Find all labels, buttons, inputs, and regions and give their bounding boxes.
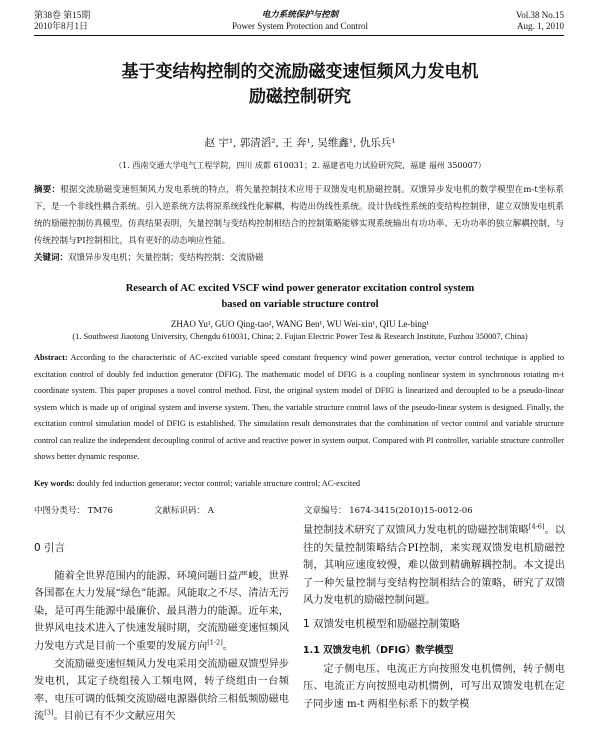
date-en: Aug. 1, 2010: [517, 21, 564, 31]
citation-ref: [4-6]: [528, 522, 545, 531]
section-1-heading: 1 双馈发电机模型和励磁控制策略: [303, 617, 461, 630]
title-cn-line-2: 励磁控制研究: [249, 87, 351, 107]
citation-ref: [1-2]: [207, 638, 223, 647]
article-number: 文章编号： 1674-3415(2010)15-0012-06: [304, 506, 473, 516]
volume-en: Vol.38 No.15: [515, 10, 564, 20]
title-cn-line-1: 基于变结构控制的交流励磁变速恒频风力发电机: [121, 62, 479, 82]
header-left: [34, 10, 90, 32]
intro-paragraph-2: [34, 656, 289, 726]
citation-ref: [3]: [44, 708, 54, 717]
abstract-cn-text: 根据交流励磁变速恒频风力发电系统的特点，将矢量控制技术应用于双馈发电机励磁控制。双馈异步发电机的数学模型在m-t坐标系下，是一个非线性耦合系统。引入逆系统方法将原系统线性化解耦，构造出伪线性系统。设计伪线性系统的变结构控制律，建立双馈发电机系统的励磁控制仿真模型。仿真结果表明，矢量控制与变结构控制相结合的控制策略能够实现系统输出有功功率、无功功率的独立解耦控制，与传统控制与PI控制相比，具有更好的动态响应性能。: [34, 185, 564, 246]
abstract-en: [34, 350, 564, 466]
paper-title-cn: [40, 60, 560, 110]
document-code: 文献标识码： A: [154, 506, 214, 516]
keywords-en: [34, 479, 564, 488]
keywords-en-label: Key words:: [34, 479, 75, 488]
abstract-en-label: Abstract:: [34, 353, 68, 362]
authors-cn: 赵 宇¹, 郭清滔², 王 奔¹, 吴维鑫¹, 仇乐兵¹: [204, 137, 396, 149]
abstract-cn-label: 摘要：: [34, 185, 61, 195]
header-right: [516, 10, 564, 32]
keywords-cn-text: 双馈异步发电机；矢量控制；变结构控制；交流励磁: [68, 253, 264, 263]
abstract-en-text: According to the characteristic of AC-excited variable speed constant frequency wind power generation, vector control technique is applied to excitation control of doubly fed induction generator (DFIG). The mathematic model of DFIG is a coupling nonlinear system in synchronous rotating m-t coordinate system. This paper proposes a novel control method. First, the original system model of DFIG is linearized and decoupled to be a pseudo-linear system which is made up of original system and inverse system. Then, the variable structure control laws of the pseudo-linear system is designed. Finally, the excitation control simulation model of DFIG is established. The simulation result demonstrates that the combination of vector control and variable structure control can realize the independent decoupling control of active and reactive power in system output. Compared with PI controller, variable structure controller shows better dynamic response.: [34, 353, 565, 461]
subsection-1-1-heading: 1.1 双馈发电机（DFIG）数学模型: [303, 644, 454, 656]
keywords-en-text: doubly fed induction generator; vector control; variable structure control; AC-excited: [76, 479, 361, 488]
model-paragraph: 定子侧电压、电流正方向按照发电机惯例，转子侧电压、电流正方向按照电动机惯例，可写出双馈发电机在定子同步速 m-t 两相坐标系下的数学模: [303, 663, 565, 710]
keywords-cn-label: 关键词：: [34, 253, 69, 263]
title-en-line-2: based on variable structure control: [221, 299, 379, 310]
intro-paragraph-1: [34, 568, 289, 656]
intro-paragraph-2-cont: [303, 522, 565, 610]
intro-p1-end: 。: [222, 640, 233, 652]
volume-cn: 第38卷 第15期: [34, 10, 91, 20]
affiliations-en: (1. Southwest Jiaotong University, Chengdu 610031, China; 2. Fujian Electric Power Test & Research Institute, Fuzhou 350007, China): [72, 332, 528, 341]
intro-p1-text: 随着全世界范围内的能源、环境问题日益严峻，世界各国都在大力发展“绿色”能源。风能取之不尽、清洁无污染，是可再生能源中最廉价、最具潜力的能源。近年来，世界风电技术进入了快速发展时期，交流励磁变速恒频风力发电方式是目前一个重要的发展方向: [34, 570, 289, 652]
keywords-cn: [34, 252, 564, 264]
paper-title-en: [40, 281, 560, 313]
journal-name-en: Power System Protection and Control: [232, 21, 368, 31]
clc-number: 中图分类号： TM76: [34, 506, 113, 516]
affiliations-cn: （1. 西南交通大学电气工程学院，四川 成都 610031；2. 福建省电力试验研究院，福建 福州 350007）: [114, 161, 486, 170]
date-cn: 2010年8月1日: [34, 21, 89, 31]
body-column-right: [303, 522, 565, 713]
header-center: [200, 10, 400, 32]
section-0-heading: 0 引言: [34, 542, 66, 554]
journal-name-cn: 电力系统保护与控制: [261, 10, 339, 20]
intro-p2-end: 。目前已有不少文献应用矢: [53, 711, 176, 723]
header-rule: [34, 35, 564, 36]
authors-en: ZHAO Yu¹, GUO Qing-tao², WANG Ben¹, WU Wei-xin¹, QIU Le-bing¹: [170, 319, 430, 329]
intro-p3-text: 量控制技术研究了双馈风力发电机的励磁控制策略: [303, 525, 529, 536]
abstract-cn: [34, 182, 564, 250]
intro-p2-text: 交流励磁变速恒频风力发电采用交流励磁双馈型异步发电机，其定子绕组接入工频电网，转子绕组由一台频率、电压可调的低频交流励磁电源器供给三相低频励磁电流: [34, 658, 289, 723]
intro-p3-end: 。以往的矢量控制策略结合PI控制，来实现双馈发电机励磁控制，其响应速度较慢，难以做到精确解耦控制。本文提出了一种矢量控制与变结构控制相结合的策略，研究了双馈风力发电机的励磁控制问题。: [303, 525, 566, 607]
title-en-line-1: Research of AC excited VSCF wind power generator excitation control system: [125, 283, 475, 294]
body-column-left: [34, 540, 289, 726]
